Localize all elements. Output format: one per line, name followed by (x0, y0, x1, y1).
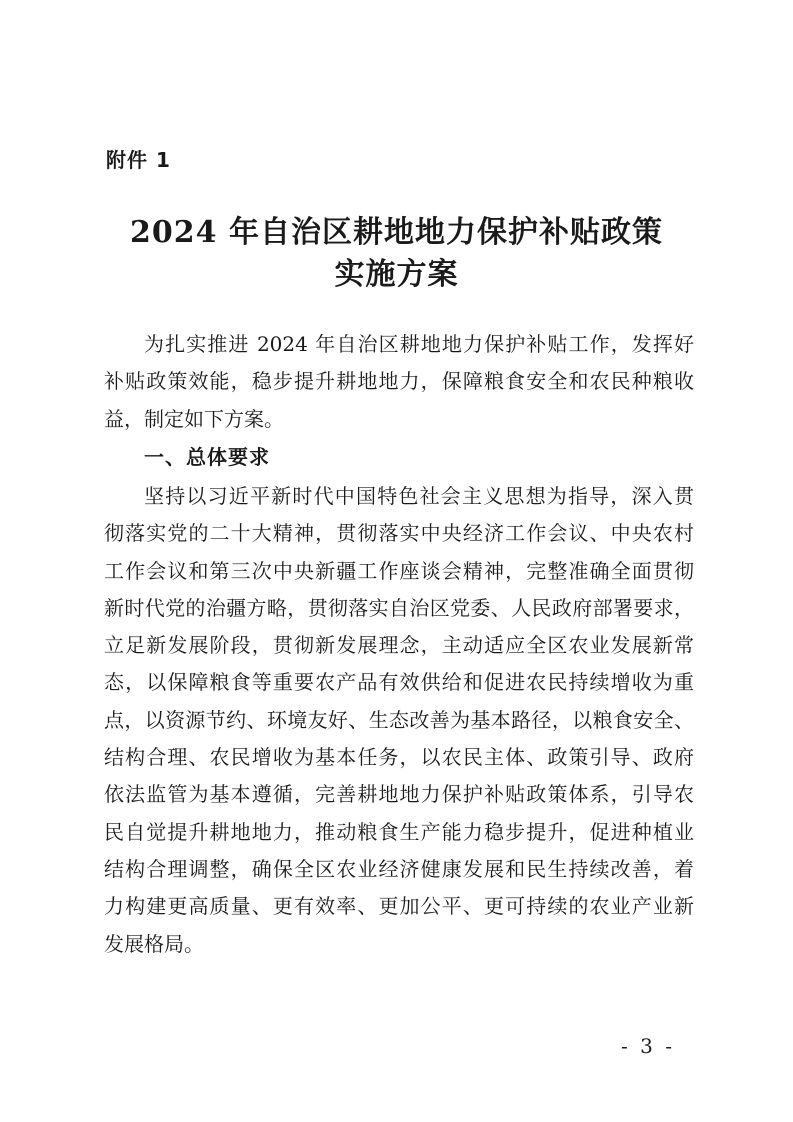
paragraph-line: 为扎实推进 2024 年自治区耕地地力保护补贴工作，发挥好 (144, 332, 694, 356)
section-heading: 一、总体要求 (144, 445, 270, 469)
paragraph-line: 发展格局。 (104, 931, 204, 956)
paragraph-line: 力构建更高质量、更有效率、更加公平、更可持续的农业产业新 (104, 894, 694, 919)
document-title-line2: 实施方案 (334, 257, 459, 292)
section-paragraph (104, 478, 694, 963)
paragraph-line: 结构合理、农民增收为基本任务，以农民主体、政策引导、政府 (104, 745, 694, 770)
document-title-line1: 2024 年自治区耕地地力保护补贴政策 (130, 215, 663, 250)
paragraph-line: 态，以保障粮食等重要农产品有效供给和促进农民持续增收为重 (104, 670, 694, 695)
paragraph-line: 新时代党的治疆方略，贯彻落实自治区党委、人民政府部署要求， (104, 595, 694, 620)
paragraph-line: 结构合理调整，确保全区农业经济健康发展和民生持续改善，着 (104, 856, 694, 881)
attachment-label: 附件 1 (106, 148, 171, 172)
paragraph-line: 立足新发展阶段，贯彻新发展理念，主动适应全区农业发展新常 (104, 633, 694, 658)
paragraph-line: 益，制定如下方案。 (104, 406, 284, 431)
paragraph-line: 工作会议和第三次中央新疆工作座谈会精神，完整准确全面贯彻 (104, 558, 694, 583)
paragraph-line: 民自觉提升耕地地力，推动粮食生产能力稳步提升，促进种植业 (104, 819, 694, 844)
paragraph-line: 补贴政策效能，稳步提升耕地地力，保障粮食安全和农民种粮收 (104, 369, 694, 394)
paragraph-line: 坚持以习近平新时代中国特色社会主义思想为指导，深入贯 (144, 484, 694, 508)
intro-paragraph (104, 326, 694, 438)
paragraph-line: 依法监管为基本遵循，完善耕地地力保护补贴政策体系，引导农 (104, 782, 694, 807)
paragraph-line: 点，以资源节约、环境友好、生态改善为基本路径，以粮食安全、 (104, 707, 694, 732)
page-number: - 3 - (621, 1034, 675, 1058)
paragraph-line: 彻落实党的二十大精神，贯彻落实中央经济工作会议、中央农村 (104, 521, 694, 546)
